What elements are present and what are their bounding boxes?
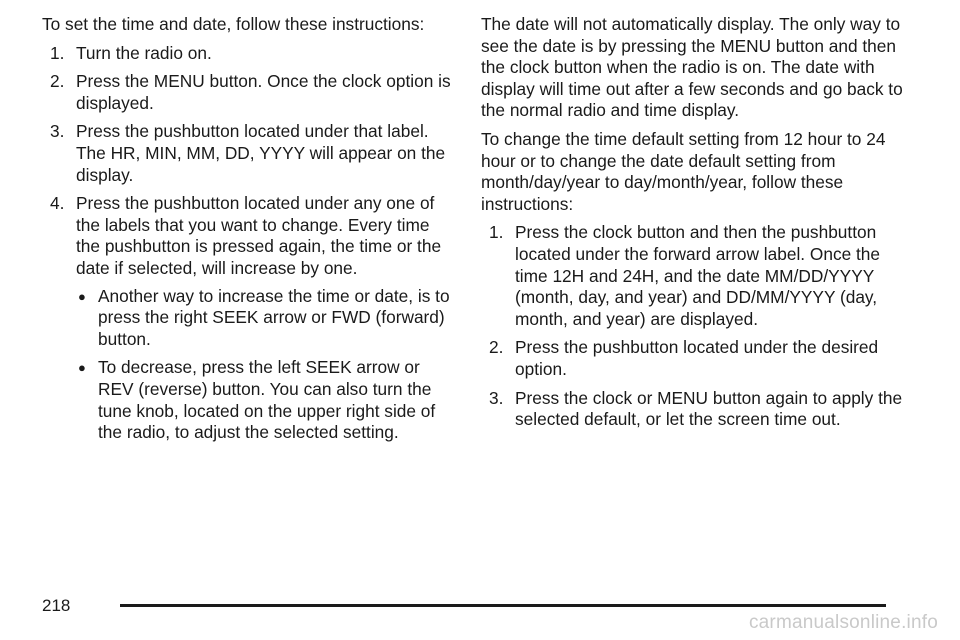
bullet-item	[76, 357, 454, 443]
list-item	[42, 71, 454, 114]
step-text: Press the clock or MENU button again to apply the selected default, or let the screen time out.	[515, 387, 903, 430]
step-number: 2.	[489, 337, 504, 358]
right-column	[481, 14, 911, 438]
step-number: 1.	[50, 42, 65, 63]
footer-rule	[120, 604, 886, 607]
watermark-text: carmanualsonline.info	[748, 612, 938, 633]
bullet-text: Another way to increase the time or date, is to press the right SEEK arrow or FWD (forward) button.	[98, 285, 450, 349]
left-intro: To set the time and date, follow these instructions:	[42, 14, 425, 34]
list-item	[481, 222, 911, 330]
step-text: Press the pushbutton located under the desired option.	[515, 337, 879, 379]
list-item	[481, 388, 911, 431]
list-item	[42, 43, 454, 65]
step-number: 2.	[50, 71, 65, 92]
step-body	[76, 193, 454, 451]
list-item	[42, 193, 454, 451]
step-text: Press the pushbutton located under any one of the labels that you want to change. Every time the pushbutton is pressed again, the time or the date if selected, will increase by one.	[76, 193, 442, 278]
bullet-item	[76, 286, 454, 351]
left-column	[42, 14, 454, 458]
right-paragraph-2: To change the time default setting from 12 hour to 24 hour or to change the date default setting from month/day/year to day/month/year, follow these instructions:	[481, 128, 886, 214]
step-text: Press the MENU button. Once the clock option is displayed.	[76, 71, 451, 113]
bullet-icon: ●	[78, 288, 86, 304]
left-steps-list	[42, 43, 454, 451]
step-number: 3.	[50, 121, 65, 142]
right-steps-list	[481, 222, 911, 430]
step-number: 1.	[489, 222, 504, 243]
bullet-text: To decrease, press the left SEEK arrow or REV (reverse) button. You can also turn the tune knob, located on the upper right side of the radio, to adjust the selected setting.	[98, 357, 436, 443]
right-paragraph-1: The date will not automatically display. The only way to see the date is by pressing the MENU button and then the clock button when the radio is on. The date with display will time out after a few seconds and go back to the normal radio and time display.	[481, 14, 903, 121]
step-number: 3.	[489, 387, 504, 408]
step-number: 4.	[50, 193, 65, 214]
step-text: Press the clock button and then the pushbutton located under the forward arrow label. Once the time 12H and 24H, and the date MM/DD/YYYY (month, day, and year) and DD/MM/YYYY (day, month, and year) are displayed.	[515, 222, 881, 329]
bullet-list	[76, 286, 454, 444]
step-text: Turn the radio on.	[76, 42, 212, 63]
list-item	[42, 121, 454, 186]
step-text: Press the pushbutton located under that label. The HR, MIN, MM, DD, YYYY will appear on the display.	[76, 121, 446, 185]
bullet-icon: ●	[78, 360, 86, 376]
page-number: 218	[42, 596, 71, 615]
list-item	[481, 337, 911, 380]
